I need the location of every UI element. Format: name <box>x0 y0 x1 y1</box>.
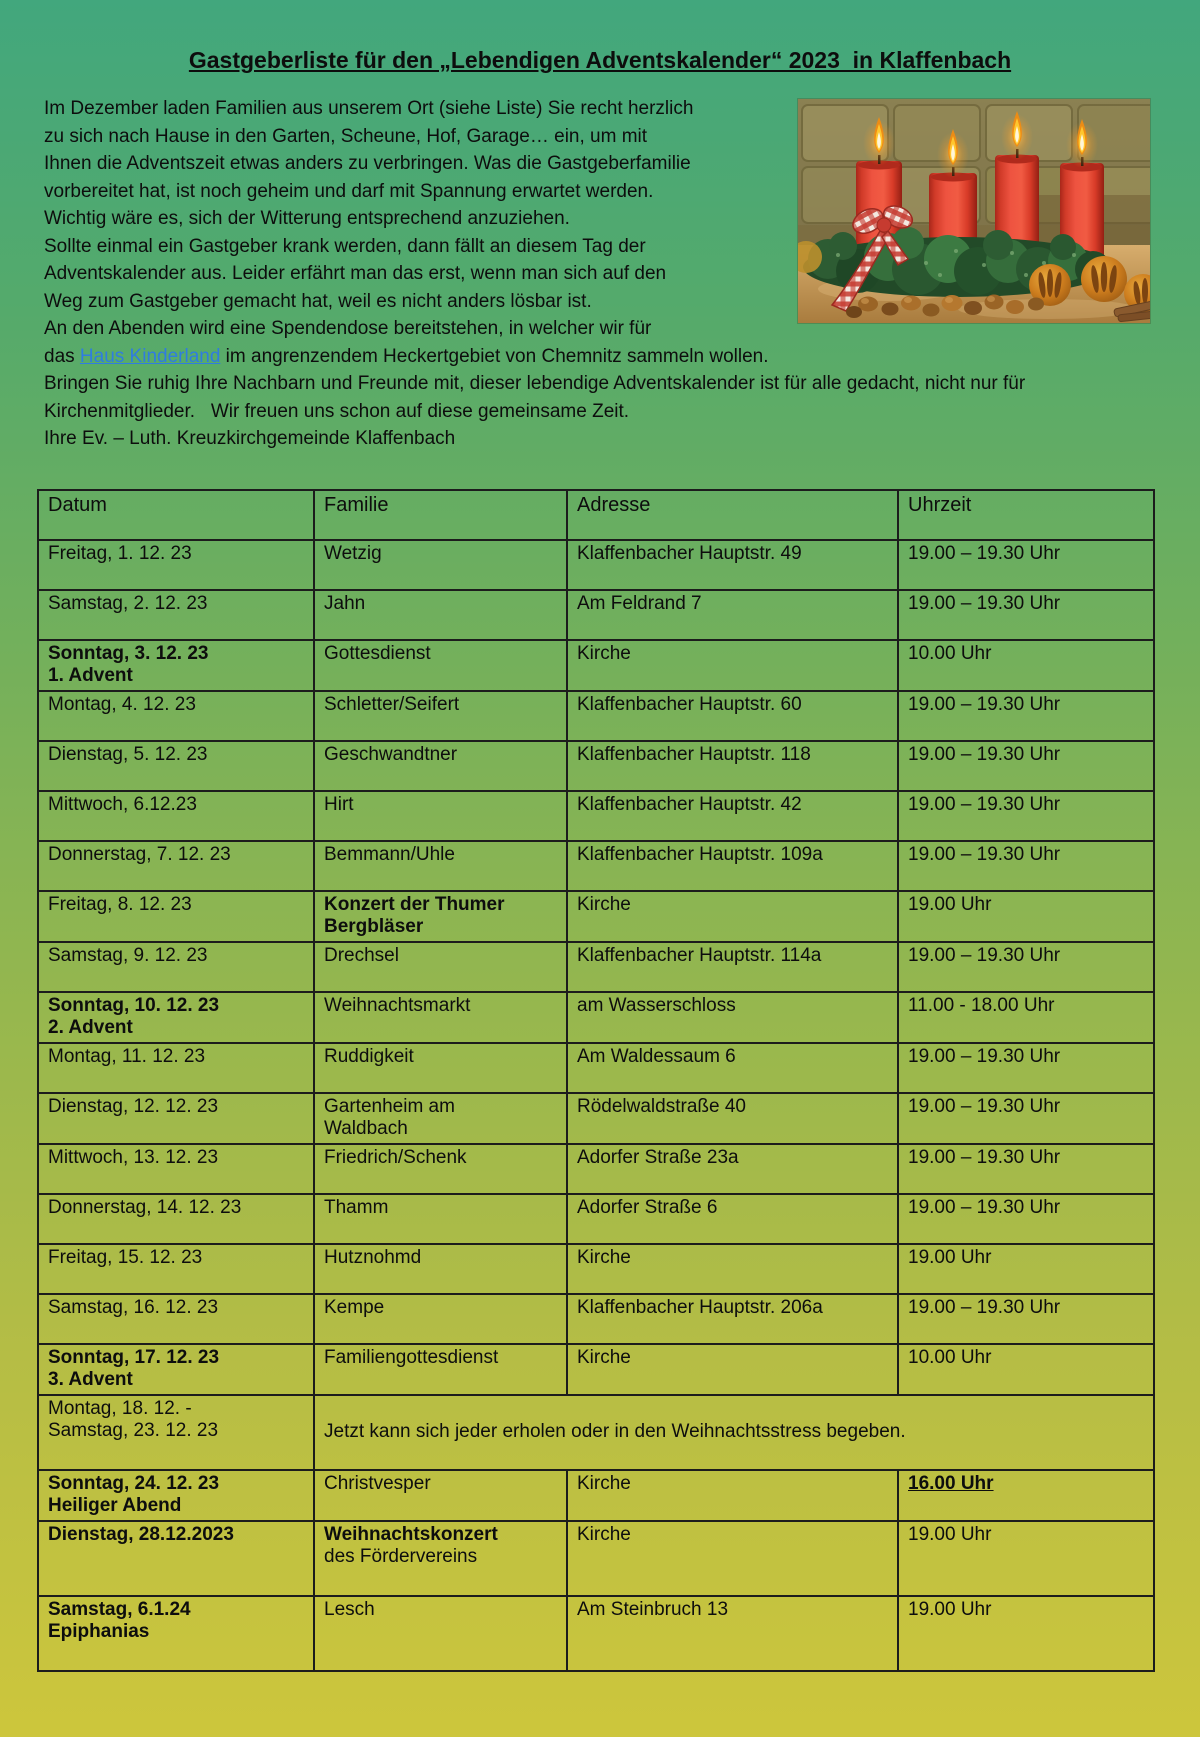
cell-line: Rödelwaldstraße 40 <box>577 1095 746 1117</box>
table-cell <box>898 540 1154 590</box>
cell-line: Am Feldrand 7 <box>577 592 702 614</box>
page <box>0 46 1200 1672</box>
cell-line: 19.00 – 19.30 Uhr <box>908 1095 1061 1117</box>
advent-wreath-image <box>798 99 1150 323</box>
cell-line: Kirche <box>577 1246 631 1268</box>
cell-line: Adorfer Straße 23a <box>577 1146 739 1168</box>
cell-line: Jahn <box>324 592 366 614</box>
table-row <box>38 791 1154 841</box>
cell-line: Lesch <box>324 1598 375 1620</box>
cell-line: Wetzig <box>324 542 382 564</box>
table-cell <box>898 1093 1154 1144</box>
cell-line: Montag, 4. 12. 23 <box>48 693 196 715</box>
table-row <box>38 640 1154 691</box>
table-cell <box>38 1093 314 1144</box>
table-cell <box>898 1521 1154 1596</box>
cell-line: 19.00 – 19.30 Uhr <box>908 542 1061 564</box>
cell-line: Klaffenbacher Hauptstr. 42 <box>577 793 802 815</box>
cell-line: Donnerstag, 7. 12. 23 <box>48 843 231 865</box>
table-cell <box>38 640 314 691</box>
cell-line: 3. Advent <box>48 1369 133 1390</box>
cell-line: Samstag, 2. 12. 23 <box>48 592 208 614</box>
table-cell <box>567 992 898 1043</box>
cell-line: Sonntag, 24. 12. 23 <box>48 1472 220 1494</box>
table-cell <box>898 992 1154 1043</box>
cell-line: Friedrich/Schenk <box>324 1146 467 1168</box>
table-cell <box>38 1043 314 1093</box>
table-cell <box>898 1294 1154 1344</box>
cell-line: des Fördervereins <box>324 1546 478 1567</box>
intro-line: vorbereitet hat, ist noch geheim und darf mit Spannung erwartet werden. <box>44 180 654 202</box>
intro-line: Kirchenmitglieder. Wir freuen uns schon auf diese gemeinsame Zeit. <box>44 400 630 422</box>
table-cell <box>38 590 314 640</box>
table-cell <box>38 1344 314 1395</box>
cell-line: Kirche <box>577 642 631 664</box>
table-cell <box>314 1395 1154 1470</box>
table-cell <box>38 791 314 841</box>
table-cell <box>314 992 567 1043</box>
table-row <box>38 1043 1154 1093</box>
table-cell <box>567 1596 898 1671</box>
table-cell <box>314 1043 567 1093</box>
cell-line: 19.00 – 19.30 Uhr <box>908 1196 1061 1218</box>
table-cell <box>898 942 1154 992</box>
cell-line: Adorfer Straße 6 <box>577 1196 718 1218</box>
table-cell <box>898 791 1154 841</box>
table-cell <box>38 540 314 590</box>
table-cell <box>898 741 1154 791</box>
cell-line: Thamm <box>324 1196 389 1218</box>
table-cell <box>314 1294 567 1344</box>
host-table <box>37 489 1155 1672</box>
cell-line: Sonntag, 3. 12. 23 <box>48 642 209 664</box>
table-cell <box>898 590 1154 640</box>
cell-line: Klaffenbacher Hauptstr. 118 <box>577 743 811 765</box>
cell-line: Freitag, 8. 12. 23 <box>48 893 192 915</box>
table-cell <box>898 841 1154 891</box>
table-cell <box>314 691 567 741</box>
intro-line: An den Abenden wird eine Spendendose bereitstehen, in welcher wir für <box>44 318 652 339</box>
intro-line: Adventskalender aus. Leider erfährt man das erst, wenn man sich auf den <box>44 263 667 284</box>
cell-line: Heiliger Abend <box>48 1495 182 1516</box>
table-cell <box>898 1596 1154 1671</box>
cell-line: 19.00 – 19.30 Uhr <box>908 1045 1061 1067</box>
table-row <box>38 841 1154 891</box>
cell-line: Samstag, 23. 12. 23 <box>48 1420 219 1441</box>
table-row <box>38 590 1154 640</box>
cell-line: Freitag, 15. 12. 23 <box>48 1246 203 1268</box>
table-cell <box>567 1294 898 1344</box>
table-cell <box>314 891 567 942</box>
cell-line: Samstag, 9. 12. 23 <box>48 944 208 966</box>
table-cell <box>38 1470 314 1521</box>
cell-line: 1. Advent <box>48 665 133 686</box>
cell-line: Gartenheim am <box>324 1095 455 1117</box>
intro-line: Im Dezember laden Familien aus unserem Ort (siehe Liste) Sie recht herzlich <box>44 98 694 119</box>
table-row <box>38 1194 1154 1244</box>
cell-line: Donnerstag, 14. 12. 23 <box>48 1196 242 1218</box>
table-cell <box>898 1043 1154 1093</box>
cell-line: 19.00 – 19.30 Uhr <box>908 693 1061 715</box>
table-cell <box>38 942 314 992</box>
intro-line: Weg zum Gastgeber gemacht hat, weil es nicht anders lösbar ist. <box>44 290 592 312</box>
cell-line: 2. Advent <box>48 1017 133 1038</box>
table-row <box>38 992 1154 1043</box>
cell-line: Dienstag, 5. 12. 23 <box>48 743 208 765</box>
table-cell <box>567 1244 898 1294</box>
cell-line: Klaffenbacher Hauptstr. 109a <box>577 843 823 865</box>
cell-line: Geschwandtner <box>324 743 458 765</box>
table-cell <box>314 590 567 640</box>
intro-line: das Haus Kinderland im angrenzendem Heckertgebiet von Chemnitz sammeln wollen. <box>44 345 769 367</box>
table-cell <box>314 841 567 891</box>
cell-line: Klaffenbacher Hauptstr. 49 <box>577 542 802 564</box>
table-cell <box>314 1144 567 1194</box>
cell-line: Weihnachtsmarkt <box>324 994 471 1016</box>
table-row <box>38 1093 1154 1144</box>
table-row <box>38 1144 1154 1194</box>
table-cell <box>567 1344 898 1395</box>
cell-line: 19.00 – 19.30 Uhr <box>908 793 1061 815</box>
table-cell <box>314 791 567 841</box>
cell-line: Kirche <box>577 893 631 915</box>
advent-wreath-photo <box>798 99 1150 323</box>
table-cell <box>314 1093 567 1144</box>
page-title: Gastgeberliste für den „Lebendigen Adventskalender“ 2023 in Klaffenbach <box>188 47 1012 73</box>
table-cell <box>314 1470 567 1521</box>
cell-line: Sonntag, 17. 12. 23 <box>48 1346 220 1368</box>
cell-line: Bergbläser <box>324 916 424 937</box>
table-cell <box>567 1470 898 1521</box>
table-cell <box>567 841 898 891</box>
cell-line: Am Waldessaum 6 <box>577 1045 736 1067</box>
table-cell <box>898 1470 1154 1521</box>
table-cell <box>38 992 314 1043</box>
table-cell <box>567 640 898 691</box>
cell-line: Konzert der Thumer <box>324 893 505 915</box>
table-cell <box>898 1144 1154 1194</box>
cell-line: Dienstag, 28.12.2023 <box>48 1523 234 1545</box>
table-cell <box>38 1596 314 1671</box>
table-cell <box>38 891 314 942</box>
table-cell <box>898 1194 1154 1244</box>
table-cell <box>898 640 1154 691</box>
cell-line: Gottesdienst <box>324 642 431 664</box>
table-row <box>38 741 1154 791</box>
table-row <box>38 1521 1154 1596</box>
cell-line: Mittwoch, 13. 12. 23 <box>48 1146 219 1168</box>
cell-line: Kirche <box>577 1523 631 1545</box>
cell-line: 19.00 – 19.30 Uhr <box>908 743 1061 765</box>
cell-line: 16.00 Uhr <box>908 1472 994 1494</box>
table-cell <box>314 1194 567 1244</box>
cell-line: 19.00 Uhr <box>908 1598 992 1620</box>
cell-line: Kempe <box>324 1296 385 1318</box>
cell-line: Montag, 18. 12. - <box>48 1397 192 1419</box>
table-cell <box>38 1395 314 1470</box>
table-cell <box>38 1194 314 1244</box>
cell-line: Klaffenbacher Hauptstr. 60 <box>577 693 802 715</box>
cell-line: 10.00 Uhr <box>908 1346 992 1368</box>
table-row <box>38 1294 1154 1344</box>
cell-line: Klaffenbacher Hauptstr. 206a <box>577 1296 823 1318</box>
table-cell <box>567 540 898 590</box>
table-row <box>38 1344 1154 1395</box>
table-cell <box>898 891 1154 942</box>
cell-line: 19.00 – 19.30 Uhr <box>908 1146 1061 1168</box>
cell-line: Hutznohmd <box>324 1246 422 1268</box>
table-cell <box>314 1521 567 1596</box>
cell-line: Samstag, 6.1.24 <box>48 1598 191 1620</box>
cell-line: Bemmann/Uhle <box>324 843 455 865</box>
cell-line: Sonntag, 10. 12. 23 <box>48 994 220 1016</box>
table-row <box>38 1244 1154 1294</box>
cell-line: Montag, 11. 12. 23 <box>48 1045 206 1067</box>
cell-line: Weihnachtskonzert <box>324 1523 498 1545</box>
cell-line: Kirche <box>577 1472 631 1494</box>
table-row <box>38 691 1154 741</box>
table-cell <box>314 741 567 791</box>
cell-line: Mittwoch, 6.12.23 <box>48 793 197 815</box>
intro-line: Ihre Ev. – Luth. Kreuzkirchgemeinde Klaffenbach <box>44 428 456 449</box>
table-cell <box>567 691 898 741</box>
table-cell <box>567 1043 898 1093</box>
table-cell <box>38 1244 314 1294</box>
table-cell <box>567 942 898 992</box>
table-cell <box>898 1244 1154 1294</box>
table-cell <box>314 1596 567 1671</box>
cell-line: Christvesper <box>324 1472 431 1494</box>
cell-line: Klaffenbacher Hauptstr. 114a <box>577 944 822 966</box>
table-row <box>38 1470 1154 1521</box>
table-cell <box>38 1294 314 1344</box>
cell-line: 19.00 Uhr <box>908 1246 992 1268</box>
intro-line: Ihnen die Adventszeit etwas anders zu verbringen. Was die Gastgeberfamilie <box>44 153 691 174</box>
intro-line: zu sich nach Hause in den Garten, Scheune, Hof, Garage… ein, um mit <box>44 125 648 147</box>
col-header-uhrzeit: Uhrzeit <box>898 490 1154 540</box>
table-cell <box>314 540 567 590</box>
cell-line: Hirt <box>324 793 354 815</box>
table-cell <box>567 1093 898 1144</box>
table-cell <box>38 841 314 891</box>
table-cell <box>898 691 1154 741</box>
cell-line: 10.00 Uhr <box>908 642 992 664</box>
haus-kinderland-link[interactable]: Haus Kinderland <box>79 345 221 367</box>
table-cell <box>567 1194 898 1244</box>
cell-line: Ruddigkeit <box>324 1045 414 1067</box>
table-row <box>38 891 1154 942</box>
table-cell <box>38 1521 314 1596</box>
table-cell <box>567 590 898 640</box>
table-cell <box>38 1144 314 1194</box>
table-cell <box>898 1344 1154 1395</box>
cell-line: 19.00 – 19.30 Uhr <box>908 944 1061 966</box>
col-header-adresse: Adresse <box>567 490 898 540</box>
table-row <box>38 942 1154 992</box>
cell-line: Epiphanias <box>48 1621 150 1642</box>
cell-line: Samstag, 16. 12. 23 <box>48 1296 219 1318</box>
cell-line: Freitag, 1. 12. 23 <box>48 542 192 564</box>
intro-line: Wichtig wäre es, sich der Witterung entsprechend anzuziehen. <box>44 208 570 229</box>
table-cell <box>567 791 898 841</box>
cell-line: Kirche <box>577 1346 631 1368</box>
cell-line: Waldbach <box>324 1118 408 1139</box>
table-cell <box>567 1521 898 1596</box>
cell-line: 19.00 – 19.30 Uhr <box>908 592 1061 614</box>
cell-line: Drechsel <box>324 944 399 966</box>
col-header-familie: Familie <box>314 490 567 540</box>
table-row <box>38 1596 1154 1671</box>
table-header-row <box>38 490 1154 540</box>
intro-section <box>37 95 1163 453</box>
intro-line: Bringen Sie ruhig Ihre Nachbarn und Freunde mit, dieser lebendige Adventskalender ist für alle gedacht, nicht nur für <box>44 373 1026 394</box>
table-cell <box>38 741 314 791</box>
table-cell <box>314 1244 567 1294</box>
table-cell <box>567 891 898 942</box>
cell-line: am Wasserschloss <box>577 994 736 1016</box>
table-row <box>38 540 1154 590</box>
table-cell <box>567 1144 898 1194</box>
cell-line: Dienstag, 12. 12. 23 <box>48 1095 219 1117</box>
table-cell <box>314 1344 567 1395</box>
cell-line: 19.00 – 19.30 Uhr <box>908 1296 1061 1318</box>
cell-line: Schletter/Seifert <box>324 693 460 715</box>
cell-line: 19.00 Uhr <box>908 893 992 915</box>
table-cell <box>314 942 567 992</box>
cell-line: Familiengottesdienst <box>324 1346 499 1368</box>
cell-line: 11.00 - 18.00 Uhr <box>908 994 1055 1016</box>
intro-line: Sollte einmal ein Gastgeber krank werden, dann fällt an diesem Tag der <box>44 235 646 257</box>
cell-line: 19.00 – 19.30 Uhr <box>908 843 1061 865</box>
cell-line: 19.00 Uhr <box>908 1523 992 1545</box>
table-cell <box>38 691 314 741</box>
cell-line: Jetzt kann sich jeder erholen oder in den Weihnachtsstress begeben. <box>324 1420 906 1442</box>
table-cell <box>314 640 567 691</box>
table-cell <box>567 741 898 791</box>
cell-line: Am Steinbruch 13 <box>577 1598 729 1620</box>
col-header-datum: Datum <box>38 490 314 540</box>
table-row <box>38 1395 1154 1470</box>
